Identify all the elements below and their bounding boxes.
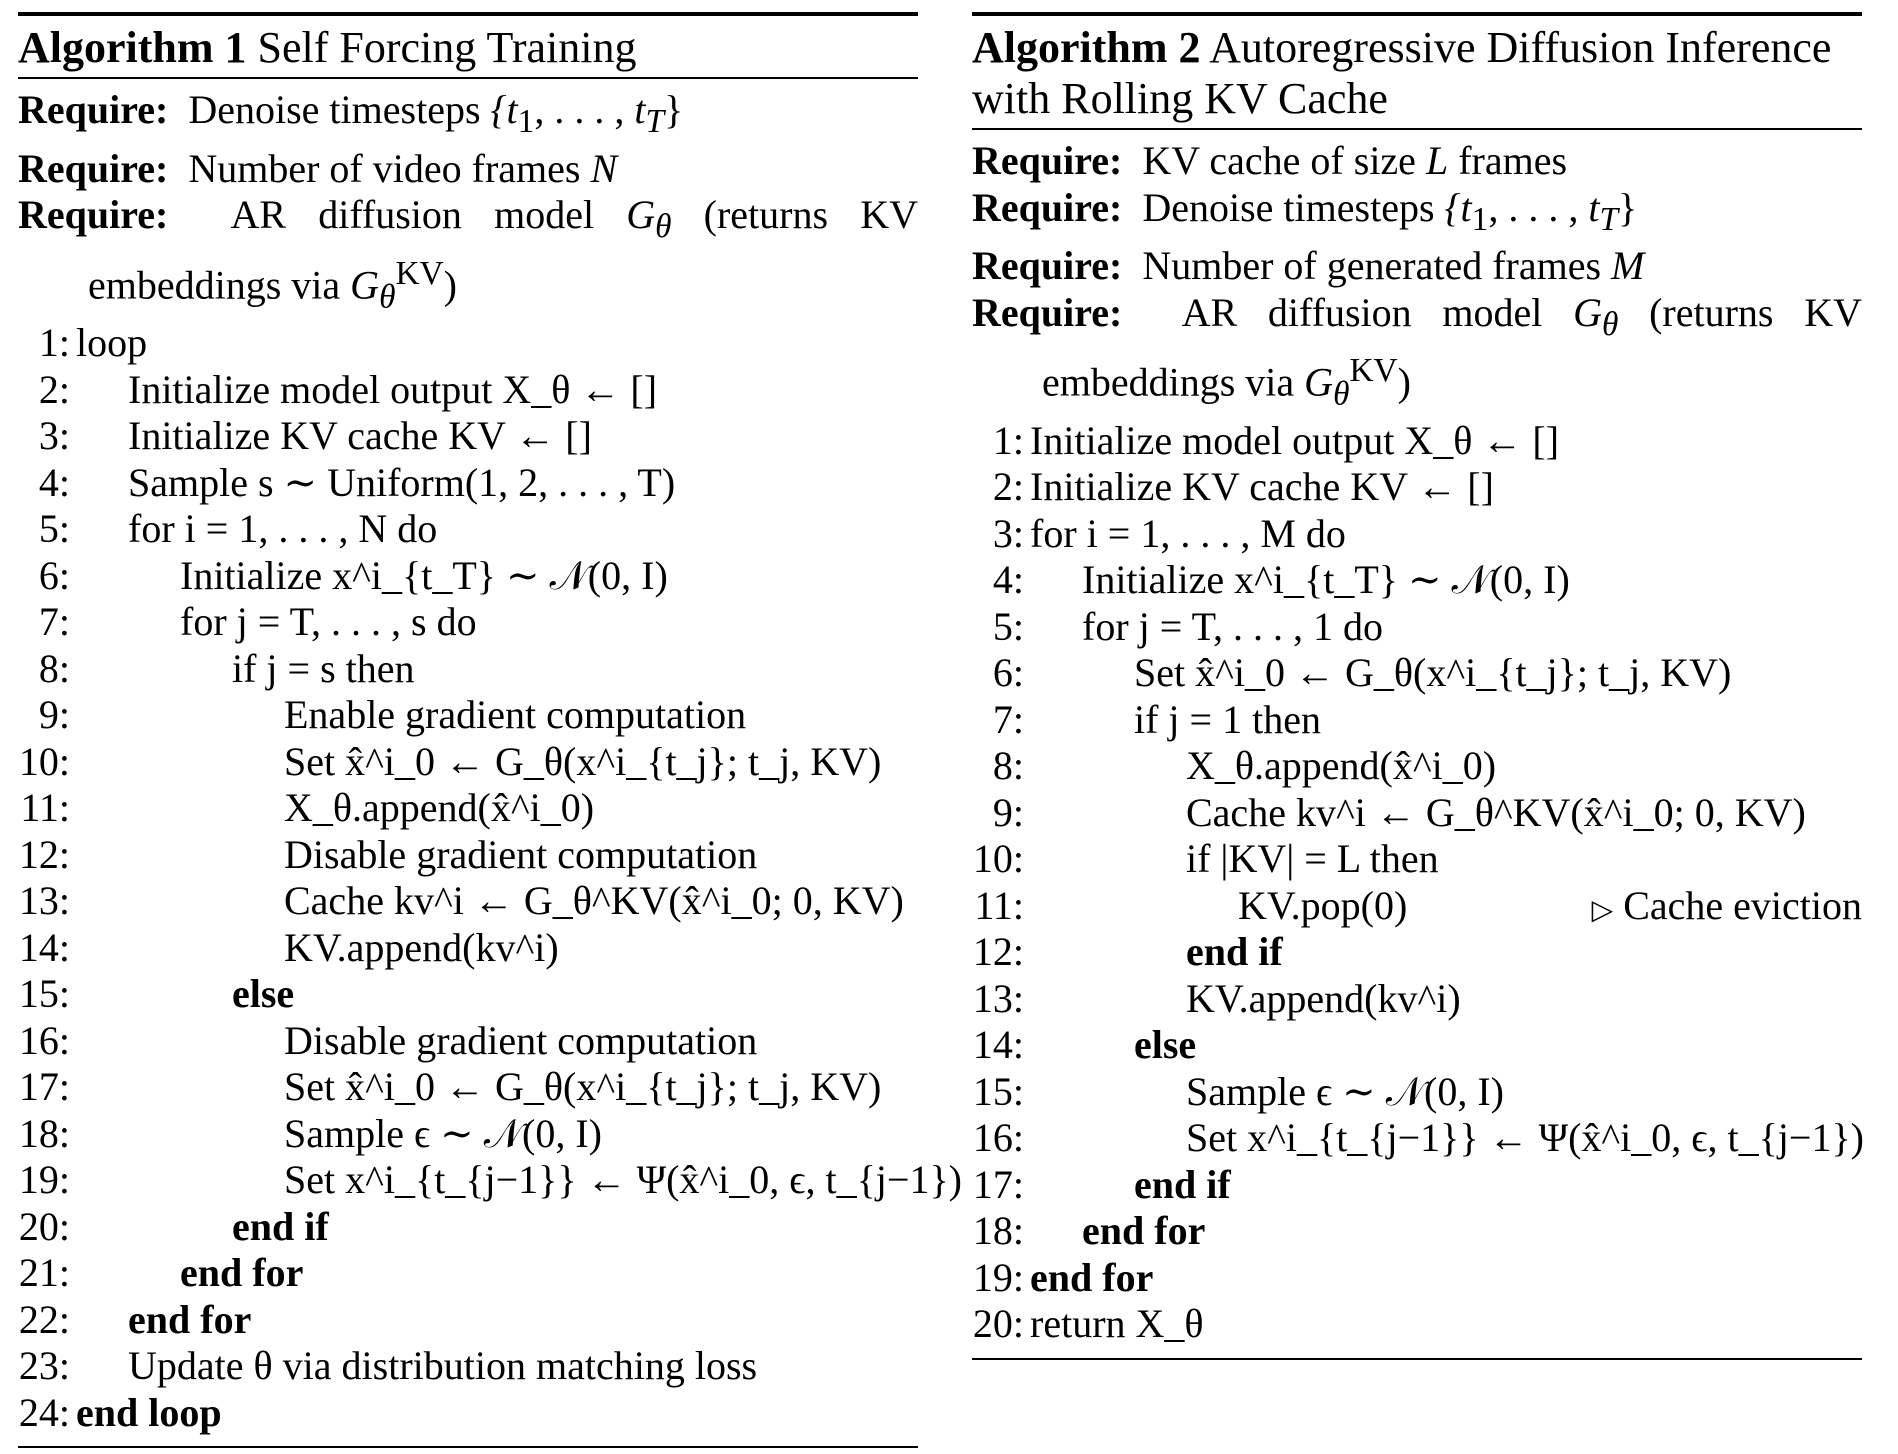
algorithm-1 xyxy=(18,12,962,1448)
algorithm-line: 15: Sample ϵ ∼ 𝒩(0, I) xyxy=(972,1068,1504,1114)
algorithm-line: 3: for i = 1, . . . , M do xyxy=(992,510,1346,556)
line-text: for i = 1, . . . , M do xyxy=(1030,510,1346,556)
algorithm-line: 23: Update θ via distribution matching loss xyxy=(18,1343,758,1389)
line-text: Set x̂^i_0 ← G_θ(x^i_{t_j}; t_j, KV) xyxy=(1134,650,1732,696)
algorithm-1-caption xyxy=(18,16,918,77)
line-text: loop xyxy=(76,320,148,366)
algorithm-line: 1: loop xyxy=(38,320,148,366)
line-text: Disable gradient computation xyxy=(284,1017,758,1063)
line-comment: ▷ Cache eviction xyxy=(1591,882,1862,928)
algorithm-title: Autoregressive Diffusion Inference with Rolling KV Cache xyxy=(972,23,1832,123)
bottom-rule xyxy=(972,1358,1862,1360)
algorithm-line: 13: Cache kv^i ← G_θ^KV(x̂^i_0; 0, KV) xyxy=(18,878,904,924)
line-text: Initialize model output X_θ ← [] xyxy=(128,366,658,412)
algorithm-line: 24: end loop xyxy=(18,1389,222,1435)
algorithm-line: 6: Set x̂^i_0 ← G_θ(x^i_{t_j}; t_j, KV) xyxy=(992,650,1732,696)
line-text: for i = 1, . . . , N do xyxy=(128,506,438,552)
algorithm-line: 19: end for xyxy=(972,1254,1154,1300)
algorithm-line: 9: Enable gradient computation xyxy=(38,692,747,738)
line-text: Initialize x^i_{t_T} ∼ 𝒩(0, I) xyxy=(1082,557,1570,603)
algorithm-line: 8: if j = s then xyxy=(38,645,415,691)
algorithm-line: 8: X_θ.append(x̂^i_0) xyxy=(992,743,1497,789)
line-text: KV.append(kv^i) xyxy=(284,924,559,970)
algorithm-line: 12: Disable gradient computation xyxy=(18,831,758,877)
line-text: Set x̂^i_0 ← G_θ(x^i_{t_j}; t_j, KV) xyxy=(284,1064,882,1110)
algorithm-line: 2: Initialize KV cache KV ← [] xyxy=(992,464,1494,510)
algorithm-line: 4: Initialize x^i_{t_T} ∼ 𝒩(0, I) xyxy=(992,557,1570,603)
algorithm-line: 16: Disable gradient computation xyxy=(18,1017,758,1063)
algorithm-line: 11: KV.pop(0) ▷ Cache eviction xyxy=(972,883,1862,930)
algorithm-line: 22: end for xyxy=(18,1296,252,1342)
line-text: X_θ.append(x̂^i_0) xyxy=(1186,743,1497,789)
line-text: end for xyxy=(1030,1254,1154,1300)
line-text: return X_θ xyxy=(1030,1301,1204,1347)
line-text: if |KV| = L then xyxy=(1186,836,1439,882)
require-line: Require: Number of video frames N xyxy=(18,145,618,191)
line-text: Initialize model output X_θ ← [] xyxy=(1030,417,1560,463)
line-text: if j = 1 then xyxy=(1134,696,1321,742)
algorithm-line: 7: for j = T, . . . , s do xyxy=(38,599,477,645)
line-text: Disable gradient computation xyxy=(284,831,758,877)
algorithm-line: 4: Sample s ∼ Uniform(1, 2, . . . , T) xyxy=(38,459,676,505)
algorithm-2 xyxy=(972,12,1862,1360)
algorithm-line: 5: for i = 1, . . . , N do xyxy=(38,506,438,552)
line-text: end for xyxy=(128,1296,252,1342)
line-text: end if xyxy=(1134,1161,1231,1207)
line-text: end if xyxy=(232,1203,329,1249)
line-text: for j = T, . . . , 1 do xyxy=(1082,603,1384,649)
line-text: Cache kv^i ← G_θ^KV(x̂^i_0; 0, KV) xyxy=(1186,789,1806,835)
algorithm-line: 20: return X_θ xyxy=(972,1301,1204,1347)
algorithm-line: 12: end if xyxy=(972,929,1283,975)
algorithm-line: 17: end if xyxy=(972,1161,1231,1207)
algorithm-line: 2: Initialize model output X_θ ← [] xyxy=(38,366,658,412)
algorithm-line: 20: end if xyxy=(18,1203,329,1249)
algorithm-line: 15: else xyxy=(18,971,295,1017)
line-text: end loop xyxy=(76,1389,222,1435)
require-line: Require: AR diffusion model $G_\theta$ (returns KV embeddings via $G_\theta^{KV}$) xyxy=(18,192,918,315)
line-text: Initialize x^i_{t_T} ∼ 𝒩(0, I) xyxy=(180,552,668,598)
line-text: Cache kv^i ← G_θ^KV(x̂^i_0; 0, KV) xyxy=(284,878,904,924)
algorithm-2-body xyxy=(972,130,1862,1358)
algorithm-2-caption xyxy=(972,16,1862,128)
line-text: Initialize KV cache KV ← [] xyxy=(128,413,592,459)
algorithm-line: 14: KV.append(kv^i) xyxy=(18,924,559,970)
algorithm-1-body xyxy=(18,79,962,1446)
algorithm-label: Algorithm 2 xyxy=(972,23,1201,72)
line-text: else xyxy=(1134,1022,1197,1068)
algorithm-line: 18: Sample ϵ ∼ 𝒩(0, I) xyxy=(18,1110,602,1156)
bottom-rule xyxy=(18,1446,918,1448)
algorithm-line: 16: Set x^i_{t_{j−1}} ← Ψ(x̂^i_0, ϵ, t_{j−1}) xyxy=(972,1115,1864,1161)
comment-triangle-icon: ▷ xyxy=(1591,894,1614,926)
algorithm-title: Self Forcing Training xyxy=(257,23,637,72)
line-text: Sample s ∼ Uniform(1, 2, . . . , T) xyxy=(128,459,676,505)
line-text: KV.pop(0) xyxy=(1238,882,1408,928)
algorithm-label: Algorithm 1 xyxy=(18,23,247,72)
algorithm-line: 11: X_θ.append(x̂^i_0) xyxy=(20,785,595,831)
line-text: Sample ϵ ∼ 𝒩(0, I) xyxy=(284,1110,602,1156)
line-text: Initialize KV cache KV ← [] xyxy=(1030,464,1494,510)
line-text: end if xyxy=(1186,929,1283,975)
require-line: Require: KV cache of size L frames xyxy=(972,138,1568,183)
algorithm-line: 21: end for xyxy=(18,1250,304,1296)
require-line: Require: Denoise timesteps {$t_1$, . . . , $t_T$} xyxy=(18,87,684,140)
line-text: Set x̂^i_0 ← G_θ(x^i_{t_j}; t_j, KV) xyxy=(284,738,882,784)
line-text: Set x^i_{t_{j−1}} ← Ψ(x̂^i_0, ϵ, t_{j−1}) xyxy=(1186,1115,1864,1161)
algorithm-line: 7: if j = 1 then xyxy=(992,696,1321,742)
algorithm-line: 10: Set x̂^i_0 ← G_θ(x^i_{t_j}; t_j, KV) xyxy=(18,738,882,784)
algorithm-line: 14: else xyxy=(972,1022,1197,1068)
require-line: Require: Number of generated frames M xyxy=(972,243,1645,288)
algorithm-line: 1: Initialize model output X_θ ← [] xyxy=(992,417,1560,463)
algorithm-line: 13: KV.append(kv^i) xyxy=(972,975,1461,1021)
line-text: else xyxy=(232,971,295,1017)
line-text: Sample ϵ ∼ 𝒩(0, I) xyxy=(1186,1068,1504,1114)
line-text: end for xyxy=(180,1250,304,1296)
line-text: X_θ.append(x̂^i_0) xyxy=(284,785,595,831)
line-text: end for xyxy=(1082,1208,1206,1254)
algorithm-line: 9: Cache kv^i ← G_θ^KV(x̂^i_0; 0, KV) xyxy=(992,789,1806,835)
line-text: Update θ via distribution matching loss xyxy=(128,1343,758,1389)
line-text: if j = s then xyxy=(232,645,415,691)
line-text: Set x^i_{t_{j−1}} ← Ψ(x̂^i_0, ϵ, t_{j−1}) xyxy=(284,1157,962,1203)
line-text: for j = T, . . . , s do xyxy=(180,599,477,645)
algorithm-line: 18: end for xyxy=(972,1208,1206,1254)
line-text: KV.append(kv^i) xyxy=(1186,975,1461,1021)
algorithm-line: 10: if |KV| = L then xyxy=(972,836,1439,882)
require-line: Require: Denoise timesteps {$t_1$, . . . , $t_T$} xyxy=(972,184,1638,238)
algorithm-line: 6: Initialize x^i_{t_T} ∼ 𝒩(0, I) xyxy=(38,552,668,598)
algorithm-line: 3: Initialize KV cache KV ← [] xyxy=(38,413,592,459)
algorithm-line: 17: Set x̂^i_0 ← G_θ(x^i_{t_j}; t_j, KV) xyxy=(18,1064,882,1110)
algorithm-line: 5: for j = T, . . . , 1 do xyxy=(992,603,1384,649)
algorithm-line: 19: Set x^i_{t_{j−1}} ← Ψ(x̂^i_0, ϵ, t_{j−1}) xyxy=(18,1157,962,1203)
require-line: Require: AR diffusion model $G_\theta$ (returns KV embeddings via $G_\theta^{KV}$) xyxy=(972,289,1862,413)
line-text: Enable gradient computation xyxy=(284,692,747,738)
